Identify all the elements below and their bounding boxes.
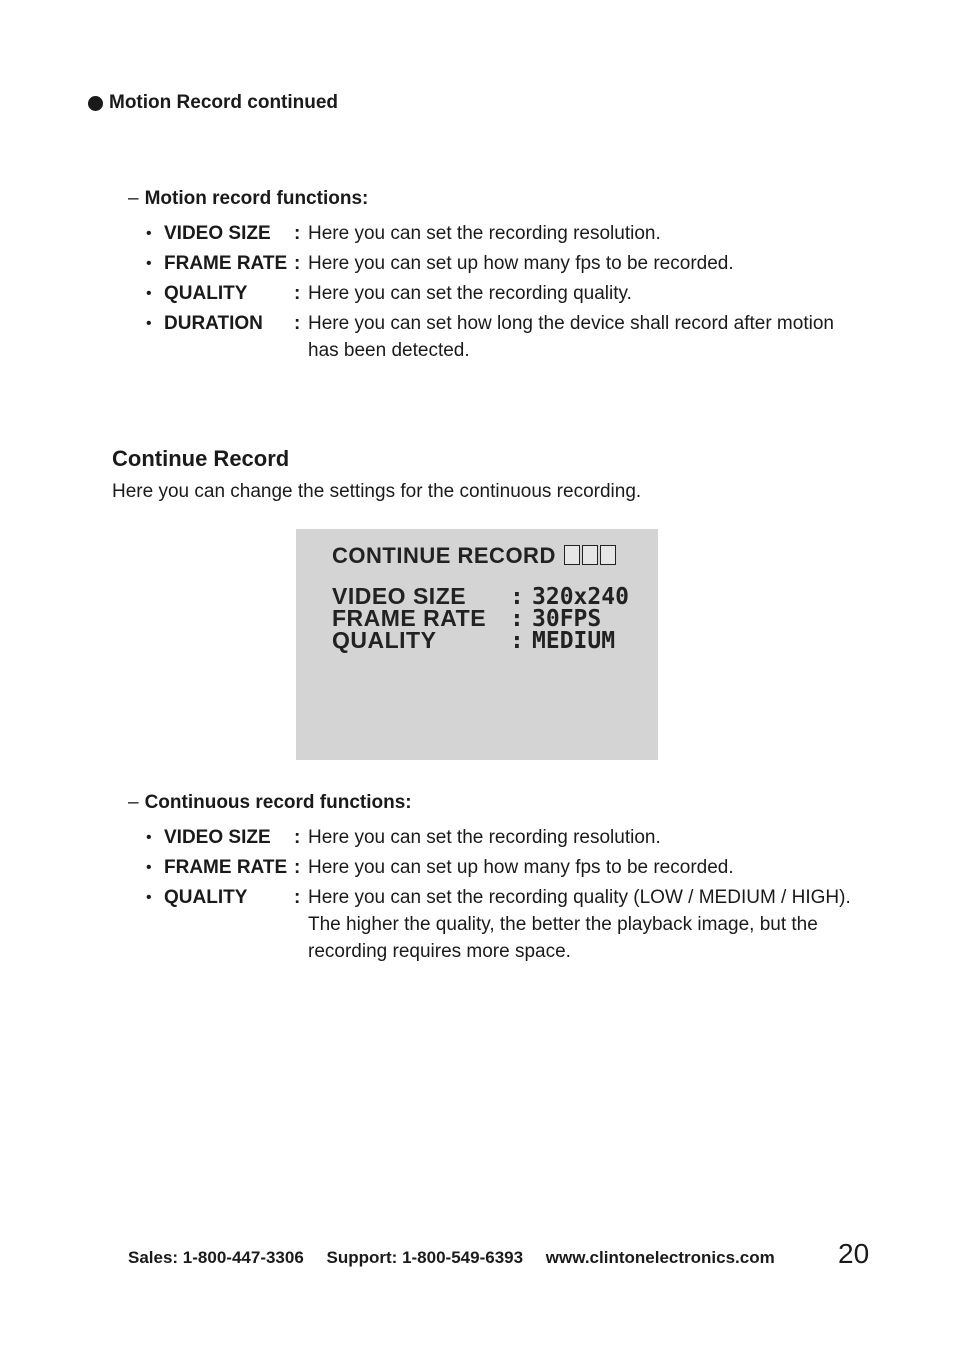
item-desc: Here you can set the recording resolution. bbox=[308, 223, 661, 244]
box-icon bbox=[564, 545, 580, 565]
bullet-dot-icon bbox=[88, 96, 103, 111]
footer bbox=[128, 1248, 793, 1268]
item-label: QUALITY bbox=[164, 887, 248, 908]
motion-functions-heading: – Motion record functions: bbox=[128, 188, 369, 209]
item-desc: Here you can set the recording quality (LOW / MEDIUM / HIGH). The higher the quality, the better the playback image, but the recording requires more space. bbox=[308, 887, 851, 962]
item-label: DURATION bbox=[164, 313, 263, 334]
continue-record-intro: Here you can change the settings for the continuous recording. bbox=[112, 481, 642, 502]
osd-row: VIDEO SIZE : 320x240 bbox=[332, 583, 629, 610]
osd-row: QUALITY : MEDIUM bbox=[332, 627, 616, 654]
footer-website: www.clintonelectronics.com bbox=[545, 1248, 775, 1267]
continuous-functions-heading: – Continuous record functions: bbox=[128, 792, 412, 813]
item-label: FRAME RATE bbox=[164, 253, 288, 274]
osd-row: FRAME RATE : 30FPS bbox=[332, 605, 602, 632]
item-label: QUALITY bbox=[164, 283, 248, 304]
footer-sales: Sales: 1-800-447-3306 bbox=[128, 1248, 304, 1267]
continue-record-title: Continue Record bbox=[112, 446, 290, 471]
item-desc: Here you can set how long the device shall record after motion has been detected. bbox=[308, 313, 834, 361]
page-number: 20 bbox=[838, 1238, 870, 1269]
item-desc: Here you can set the recording quality. bbox=[308, 283, 632, 304]
box-icon bbox=[600, 545, 616, 565]
section-header bbox=[88, 92, 338, 114]
item-desc: Here you can set the recording resolution. bbox=[308, 827, 661, 848]
item-desc: Here you can set up how many fps to be recorded. bbox=[308, 253, 734, 274]
item-label: VIDEO SIZE bbox=[164, 827, 271, 848]
footer-support: Support: 1-800-549-6393 bbox=[326, 1248, 524, 1267]
osd-title: CONTINUE RECORD bbox=[332, 543, 616, 569]
box-icon bbox=[582, 545, 598, 565]
item-label: VIDEO SIZE bbox=[164, 223, 271, 244]
item-label: FRAME RATE bbox=[164, 857, 288, 878]
item-desc: Here you can set up how many fps to be recorded. bbox=[308, 857, 734, 878]
section-title: Motion Record continued bbox=[109, 92, 339, 113]
osd-screen bbox=[296, 529, 658, 760]
